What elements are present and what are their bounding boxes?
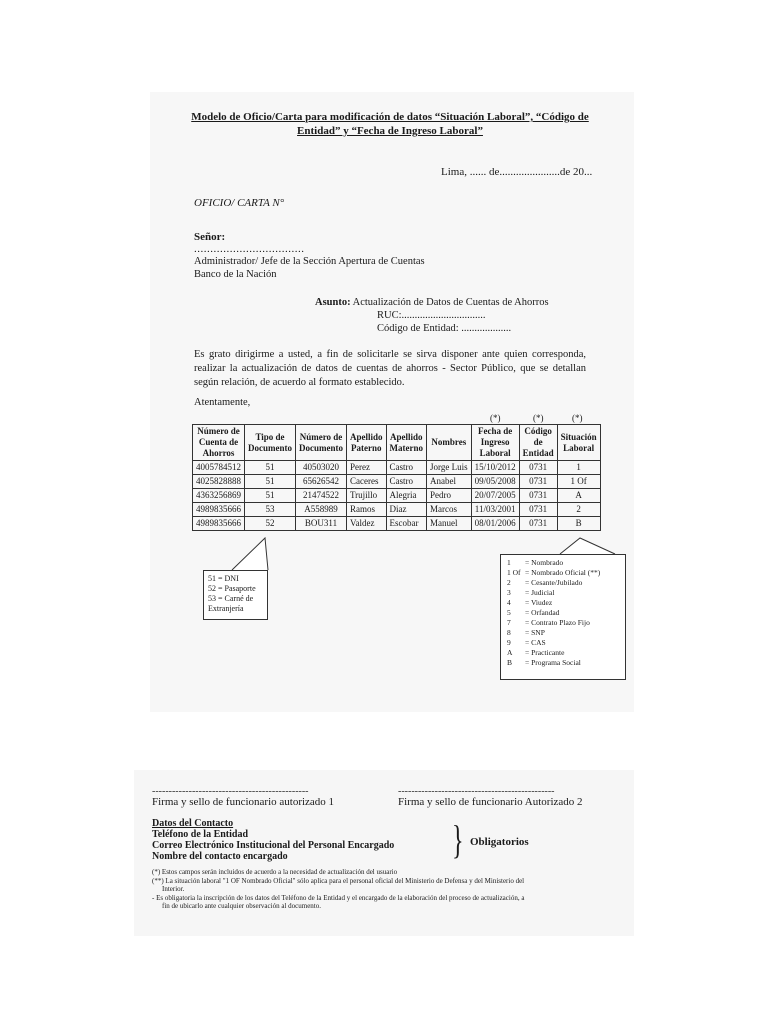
cell-account: 4363256869	[193, 489, 245, 503]
cell-entity-code: 0731	[519, 517, 557, 531]
header-entity-code: Código de Entidad	[519, 425, 557, 461]
cell-names: Jorge Luis	[427, 461, 472, 475]
cell-doc-number: A558989	[296, 503, 347, 517]
legend-foreign-card-cont: Extranjería	[208, 604, 244, 613]
cell-doc-number: 40503020	[296, 461, 347, 475]
signature-line-2: -----------------------------------------------	[398, 786, 555, 797]
legend-passport: 52 = Pasaporte	[208, 584, 256, 593]
cell-account: 4989835666	[193, 503, 245, 517]
signature-line-1: -----------------------------------------------	[152, 786, 309, 797]
cell-doc-type: 51	[245, 461, 296, 475]
header-account-number: Número de Cuenta de Ahorros	[193, 425, 245, 461]
cell-entity-code: 0731	[519, 503, 557, 517]
cell-paternal: Perez	[347, 461, 387, 475]
status-item: 3 = Judicial	[507, 588, 555, 597]
letter-body: Es grato dirigirme a usted, a fin de solicitarle se sirva disponer ante quien corresponda, realizar la actualización de datos de cuentas de ahorros - Sector Público, que se detallan según relación, de acuerdo al formato establecido.	[194, 349, 586, 388]
signature-label-1: Firma y sello de funcionario autorizado 1	[152, 796, 335, 808]
status-callout-pointer	[560, 538, 615, 554]
footnote-official: (**) La situación laboral "1 OF Nombrado Oficial" sólo aplica para el personal oficial del Ministerio de Defensa y del Ministerio del	[152, 876, 525, 885]
subject-entity-code: Código de Entidad: ...................	[377, 323, 512, 334]
header-hire-date: Fecha de Ingreso Laboral	[471, 425, 519, 461]
optional-mark-2: (*)	[533, 413, 544, 423]
cell-paternal: Valdez	[347, 517, 387, 531]
cell-names: Manuel	[427, 517, 472, 531]
subject-ruc: RUC:................................	[377, 310, 486, 321]
cell-entity-code: 0731	[519, 461, 557, 475]
header-document-type: Tipo de Documento	[245, 425, 296, 461]
footnote-required: - Es obligatoria la inscripción de los datos del Teléfono de la Entidad y el encargado de la elaboración del proceso de actualización, a	[152, 893, 525, 902]
cell-doc-number: BOU311	[296, 517, 347, 531]
cell-names: Anabel	[427, 475, 472, 489]
doc-type-callout-pointer	[232, 538, 268, 570]
optional-mark-3: (*)	[572, 413, 583, 423]
cell-names: Pedro	[427, 489, 472, 503]
cell-status: 1	[557, 461, 600, 475]
cell-entity-code: 0731	[519, 489, 557, 503]
header-maternal-surname: Apellido Materno	[386, 425, 427, 461]
status-item: 5 = Orfandad	[507, 608, 560, 617]
addressee-position: Administrador/ Jefe de la Sección Apertura de Cuentas	[194, 256, 425, 267]
cell-status: A	[557, 489, 600, 503]
status-item: 1 = Nombrado	[507, 558, 564, 567]
cell-maternal: Castro	[386, 461, 427, 475]
legend-dni: 51 = DNI	[208, 574, 239, 583]
cell-status: B	[557, 517, 600, 531]
subject-label: Asunto:	[315, 297, 351, 308]
cell-status: 1 Of	[557, 475, 600, 489]
cell-paternal: Trujillo	[347, 489, 387, 503]
footnote-optional: (*) Estos campos serán incluidos de acuerdo a la necesidad de actualización del usuario	[152, 868, 398, 876]
required-brace: }	[452, 817, 464, 862]
cell-status: 2	[557, 503, 600, 517]
cell-hire-date: 11/03/2001	[471, 503, 519, 517]
cell-maternal: Diaz	[386, 503, 427, 517]
cell-doc-type: 53	[245, 503, 296, 517]
cell-hire-date: 20/07/2005	[471, 489, 519, 503]
cell-account: 4025828888	[193, 475, 245, 489]
title-line-2: Entidad” y “Fecha de Ingreso Laboral”	[297, 125, 483, 137]
cell-account: 4005784512	[193, 461, 245, 475]
cell-entity-code: 0731	[519, 475, 557, 489]
cell-hire-date: 15/10/2012	[471, 461, 519, 475]
cell-maternal: Alegria	[386, 489, 427, 503]
title-line-1: Modelo de Oficio/Carta para modificación de datos “Situación Laboral”, “Código de	[191, 111, 589, 123]
header-paternal-surname: Apellido Paterno	[347, 425, 387, 461]
header-names: Nombres	[427, 425, 472, 461]
status-item: A = Practicante	[507, 648, 565, 657]
contact-heading: Datos del Contacto	[152, 818, 234, 829]
header-work-status: Situación Laboral	[557, 425, 600, 461]
legend-foreign-card: 53 = Carné de	[208, 594, 254, 603]
cell-account: 4989835666	[193, 517, 245, 531]
contact-block	[152, 818, 394, 862]
status-item: 1 Of = Nombrado Oficial (**)	[507, 568, 601, 577]
footnotes	[152, 868, 622, 911]
status-item: 2 = Cesante/Jubilado	[507, 578, 583, 587]
cell-doc-type: 51	[245, 489, 296, 503]
signature-label-2: Firma y sello de funcionario Autorizado 2	[398, 796, 583, 808]
status-item: 4 = Viudez	[507, 598, 553, 607]
optional-mark-1: (*)	[490, 413, 501, 423]
date-line: Lima, ...... de......................de 20...	[441, 166, 593, 178]
cell-doc-number: 65626542	[296, 475, 347, 489]
contact-phone: Teléfono de la Entidad	[152, 829, 249, 840]
cell-paternal: Caceres	[347, 475, 387, 489]
header-document-number: Número de Documento	[296, 425, 347, 461]
contact-email: Correo Electrónico Institucional del Personal Encargado	[152, 840, 395, 851]
addressee-dots: ..................................	[194, 243, 305, 255]
oficio-number: OFICIO/ CARTA N°	[194, 197, 285, 209]
cell-maternal: Castro	[386, 475, 427, 489]
subject-text: Actualización de Datos de Cuentas de Ahorros	[352, 297, 549, 308]
cell-doc-type: 52	[245, 517, 296, 531]
status-item: 9 = CAS	[507, 638, 546, 647]
work-status-legend	[500, 554, 626, 680]
cell-doc-number: 21474522	[296, 489, 347, 503]
required-label: Obligatorios	[470, 836, 529, 848]
letter-closing: Atentamente,	[194, 397, 251, 408]
cell-maternal: Escobar	[386, 517, 427, 531]
contact-name: Nombre del contacto encargado	[152, 851, 288, 862]
status-item: B = Programa Social	[507, 658, 581, 667]
cell-doc-type: 51	[245, 475, 296, 489]
addressee-label: Señor:	[194, 231, 226, 243]
cell-hire-date: 08/01/2006	[471, 517, 519, 531]
footnote-required-cont: fin de ubicarlo ante cualquier observación al documento.	[162, 902, 321, 910]
cell-paternal: Ramos	[347, 503, 387, 517]
cell-hire-date: 09/05/2008	[471, 475, 519, 489]
status-item: 8 = SNP	[507, 628, 545, 637]
footnote-official-cont: Interior.	[162, 885, 185, 893]
addressee-bank: Banco de la Nación	[194, 269, 277, 280]
cell-names: Marcos	[427, 503, 472, 517]
status-item: 7 = Contrato Plazo Fijo	[507, 618, 590, 627]
document-type-legend	[203, 570, 268, 620]
